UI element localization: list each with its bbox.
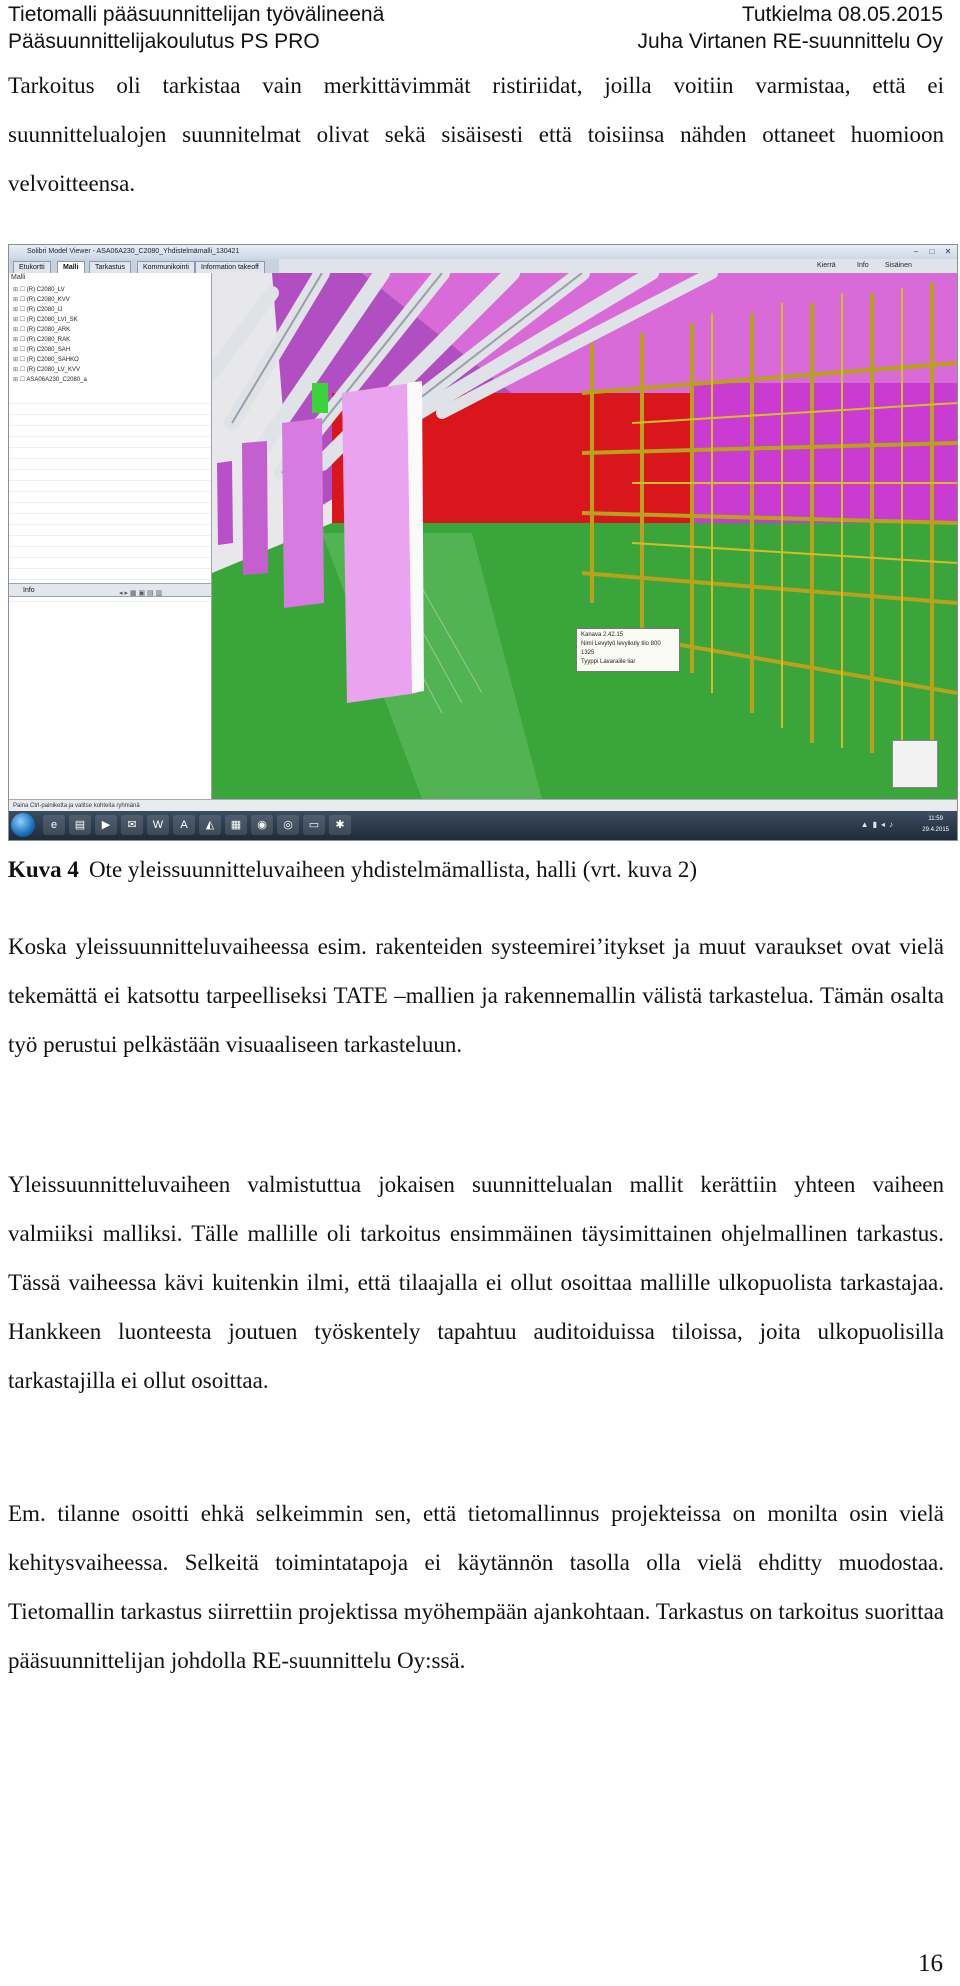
tree-item: ⊞ ☐ (R) C2080_IJ xyxy=(13,305,87,315)
folder-icon: ▤ xyxy=(69,815,91,835)
toolbar-rotate: Kierrä xyxy=(817,262,836,269)
model-viewer-screenshot xyxy=(8,244,958,841)
tab-bar xyxy=(9,259,279,273)
intro-paragraph: Tarkoitus oli tarkistaa vain merkittävimmät ristiriidat, joilla voitiin varmistaa, että ei suunnittelualojen suunnitelmat olivat sekä sisäisesti että toisiinsa nähden ottaneet huomioon velvoitteensa. xyxy=(8,73,944,196)
body-paragraph-1: Koska yleissuunnitteluvaiheessa esim. rakenteiden systeemirei’itykset ja muut varaukset ovat vielä tekemättä ei katsottu tarpeelliseksi TATE –mallien ja rakennemallin välistä tarkastelua. Tämän osalta työ perustui pelkästään visuaaliseen tarkasteluun. xyxy=(8,934,944,1057)
figure-caption xyxy=(8,855,697,885)
minimap xyxy=(892,740,938,788)
tree-item: ⊞ ☐ (R) C2080_RAK xyxy=(13,335,87,345)
tooltip-line: Kanava 2.42.15 xyxy=(581,632,624,638)
word-icon: W xyxy=(147,815,169,835)
taskbar-clock xyxy=(922,814,949,836)
close-icon: ✕ xyxy=(944,247,952,256)
tab-tarkastus: Tarkastus xyxy=(89,261,131,274)
tree-item: ⊞ ☐ (R) C2080_LV xyxy=(13,285,87,295)
caption-text: Ote yleissuunnitteluvaiheen yhdistelmämallista, halli (vrt. kuva 2) xyxy=(88,857,698,882)
body-paragraph-3: Em. tilanne osoitti ehkä selkeimmin sen, että tietomallinnus projekteissa on monilta osin vielä kehitysvaiheessa. Selkeitä toimintatapoja ei käytännön tasolla olla vielä ehditty muodostaa. Tietomallin tarkastus siirrettiin projektissa myöhempään ajankohtaan. Tarkastus on tarkoitus suorittaa pääsuunnittelijan johdolla RE-suunnittelu Oy:ssä. xyxy=(8,1501,944,1673)
acrobat-icon: ◭ xyxy=(199,815,221,835)
info-tool-icons: ◂ ▸ ▦ ▣ ▤ ▥ xyxy=(119,590,163,597)
start-button-icon xyxy=(11,813,35,837)
element-info-tooltip xyxy=(576,628,680,672)
media-icon: ▶ xyxy=(95,815,117,835)
tree-item: ⊞ ☐ (R) C2080_LVI_SK xyxy=(13,315,87,325)
model-tree xyxy=(13,285,87,385)
header-left-line1: Tietomalli pääsuunnittelijan työvälineenä xyxy=(8,3,385,26)
autocad-icon: A xyxy=(173,815,195,835)
tree-header: Malli xyxy=(11,274,26,281)
window-title: Solibri Model Viewer - ASA06A230_C2080_Yhdistelmämalli_130421 xyxy=(9,245,957,259)
caption-label: Kuva 4 xyxy=(8,857,79,882)
tree-item: ⊞ ☐ (R) C2080_SAHKO xyxy=(13,355,87,365)
app-icon: ✱ xyxy=(329,815,351,835)
info-label: Info xyxy=(23,587,35,594)
tab-etukortti: Etukortti xyxy=(13,261,51,274)
app-icon: ▭ xyxy=(303,815,325,835)
toolbar-info: Info xyxy=(857,262,869,269)
chrome-icon: ◎ xyxy=(277,815,299,835)
toolbar-inside: Sisäinen xyxy=(885,262,912,269)
maximize-icon: □ xyxy=(929,247,935,256)
minimize-icon: – xyxy=(913,247,919,256)
tab-information-takeoff: Information takeoff xyxy=(195,261,265,274)
windows-taskbar xyxy=(9,811,957,840)
tree-item: ⊞ ☐ ASA06A230_C2080_a xyxy=(13,375,87,385)
tree-item: ⊞ ☐ (R) C2080_LV_KVV xyxy=(13,365,87,375)
status-bar: Paina Ctrl-painiketta ja valitse kohteita ryhmänä xyxy=(9,799,957,812)
tree-item: ⊞ ☐ (R) C2080_SAH xyxy=(13,345,87,355)
page-number: 16 xyxy=(918,1950,943,1977)
header-left-line2: Pääsuunnittelijakoulutus PS PRO xyxy=(8,30,320,53)
tree-item: ⊞ ☐ (R) C2080_KVV xyxy=(13,295,87,305)
tree-item: ⊞ ☐ (R) C2080_ARK xyxy=(13,325,87,335)
outlook-icon: ✉ xyxy=(121,815,143,835)
tooltip-line: Nimi Levytyö levyikuly tilo 800 1325 xyxy=(581,641,661,656)
system-tray-icons: ▲▮◂♪ xyxy=(860,820,897,829)
header-right-line1: Tutkielma 08.05.2015 xyxy=(741,3,943,26)
body-paragraph-2: Yleissuunnitteluvaiheen valmistuttua jokaisen suunnittelualan mallit kerättiin yhteen vaiheen valmiiksi malliksi. Tälle mallille oli tarkoitus ensimmäinen täysimittainen ohjelmallinen tarkastus. Tässä vaiheessa kävi kuitenkin ilmi, että tilaajalla ei ollut osoittaa mallille ulkopuolista tarkastajaa. Hankkeen luonteesta joutuen työskentely tapahtuu auditoiduissa tiloissa, joita ulkopuolisilla tarkastajilla ei ollut osoittaa. xyxy=(8,1172,944,1393)
tab-malli: Malli xyxy=(57,261,85,274)
3d-viewport xyxy=(212,273,957,799)
tooltip-line: Tyyppi Lavaraiile liar xyxy=(581,659,636,665)
model-tree-panel xyxy=(9,273,212,829)
ie-icon: e xyxy=(43,815,65,835)
clock-time: 11:59 xyxy=(928,816,943,822)
header-right-line2: Juha Virtanen RE-suunnittelu Oy xyxy=(637,30,943,53)
app-icon: ▦ xyxy=(225,815,247,835)
info-panel-header xyxy=(9,583,211,597)
toolbar xyxy=(279,259,957,273)
tab-kommunikointi: Kommunikointi xyxy=(137,261,195,274)
tree-empty-rows xyxy=(9,393,211,603)
clock-date: 29.4.2015 xyxy=(922,827,949,833)
app-icon: ◉ xyxy=(251,815,273,835)
